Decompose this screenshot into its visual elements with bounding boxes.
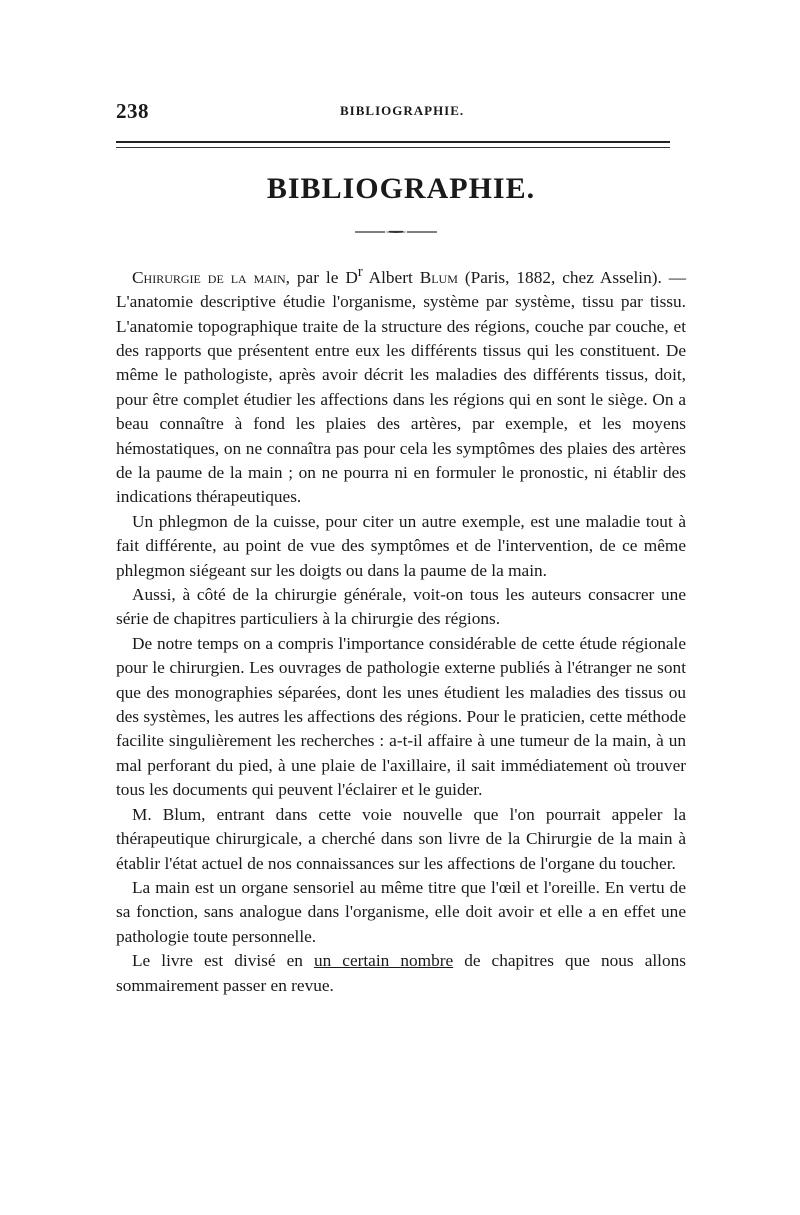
title-ornament [355, 230, 437, 234]
last-paragraph-start: Le livre est divisé en [132, 951, 314, 971]
page-number: 238 [116, 99, 149, 123]
review-paragraph [116, 260, 686, 510]
running-head [116, 99, 686, 125]
paragraph: M. Blum, entrant dans cette voie nouvelle que l'on pourrait appeler la thérapeutique chirurgicale, a cherché dans son livre de la Chirurgie de la main à établir l'état actuel de nos connaissances sur les affections de l'organe du toucher. [116, 804, 686, 873]
paragraph: Un phlegmon de la cuisse, pour citer un autre exemple, est une maladie tout à fait différente, au point de vue des symptômes et de l'intervention, de ce même phlegmon siégeant sur les doigts ou dans la paume de la main. [116, 511, 686, 580]
review-text: (Paris, 1882, chez Asselin). — L'anatomie descriptive étudie l'organisme, système par système, tissu par tissu. L'anatomie topographique traite de la structure des régions, couche par couche, et des rapports que présentent entre eux les différents tissus qui les constituent. De même le pathologiste, après avoir décrit les maladies des différents tissus, doit, pour être complet étudier les affections dans les régions qui en sont le siège. On a beau connaître à fond les plaies des artères, par exemple, et les moyens hémostatiques, on ne connaîtra pas pour cela les symptômes des plaies des artères de la paume de la main ; on ne pourra ni en formuler le pronostic, ni établir des indications thérapeutiques. [116, 267, 686, 507]
doctor-superscript: r [357, 264, 363, 280]
work-title: Chirurgie de la main [132, 267, 286, 287]
author-first-name: Albert [362, 267, 420, 287]
author-last-name: Blum [419, 267, 458, 287]
work-intro: , par le D [285, 267, 358, 287]
header-rule-thin [116, 147, 670, 148]
paragraph: Aussi, à côté de la chirurgie générale, voit-on tous les auteurs consacrer une série de chapitres particuliers à la chirurgie des régions. [116, 585, 686, 629]
body-text [116, 260, 686, 998]
running-title: BIBLIOGRAPHIE. [340, 103, 465, 118]
last-paragraph-end: de chapitres que nous allons sommairement passer en revue. [116, 951, 686, 995]
underlined-phrase: un certain nombre [313, 951, 454, 971]
header-rule-thick [116, 141, 670, 143]
paragraph: De notre temps on a compris l'importance considérable de cette étude régionale pour le chirurgien. Les ouvrages de pathologie externe publiés à l'étranger ne sont que des monographies séparées, dont les unes étudient les maladies des tissus ou des systèmes, les autres les affections des régions. Pour le praticien, cette méthode facilite singulièrement les recherches : a-t-il affaire à une tumeur de la main, à un mal perforant du pied, à une plaie de l'axillaire, il sait immédiatement où trouver tous les documents qui peuvent l'éclairer et le guider. [116, 633, 686, 800]
section-title: BIBLIOGRAPHIE. [266, 172, 536, 205]
last-paragraph [116, 949, 686, 998]
paragraph: La main est un organe sensoriel au même titre que l'œil et l'oreille. En vertu de sa fonction, sans analogue dans l'organisme, elle doit avoir et elle a en effet une pathologie toute personnelle. [116, 877, 686, 946]
